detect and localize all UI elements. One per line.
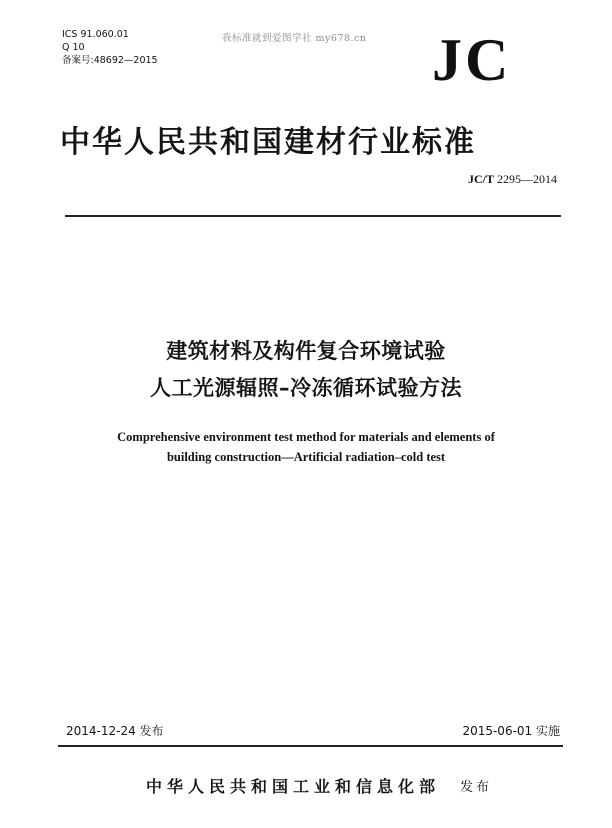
cn-title-line2: 人工光源辐照–冷冻循环试验方法: [150, 376, 462, 400]
jc-logo: JC: [432, 27, 512, 93]
issue-date: 2014-12-24 发布: [66, 724, 164, 738]
bottom-divider: [58, 745, 563, 747]
standard-code-number: 2295—2014: [497, 172, 557, 186]
publish-label: 发布: [460, 780, 493, 795]
issuing-ministry: 中华人民共和国工业和信息化部: [146, 777, 441, 796]
ics-code: ICS 91.060.01: [62, 29, 129, 40]
header-meta: [62, 28, 158, 67]
en-title-line1: Comprehensive environment test method for materials and elements of: [117, 430, 495, 444]
cn-title-line1: 建筑材料及构件复合环境试验: [166, 339, 446, 363]
watermark: 我标准就到爱图学社 my678.cn: [222, 33, 367, 44]
ccs-code: Q 10: [62, 42, 85, 53]
standard-code-prefix: JC/T: [467, 172, 494, 186]
record-number: 备案号:48692—2015: [62, 55, 158, 66]
en-title-line2: building construction—Artificial radiation–cold test: [166, 450, 446, 464]
implementation-date: 2015-06-01 实施: [462, 724, 560, 738]
standard-code: [468, 172, 557, 187]
standard-category-title: 中华人民共和国建材行业标准: [60, 125, 476, 160]
top-divider: [65, 215, 561, 217]
